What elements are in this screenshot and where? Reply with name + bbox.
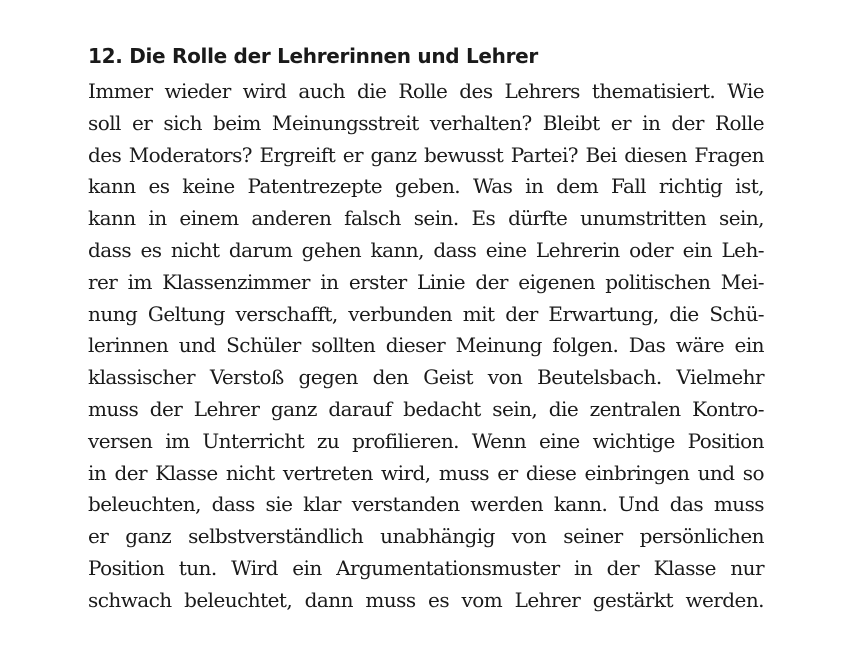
body-line: Position tun. Wird ein Argumentationsmuster in der Klasse nur <box>88 555 764 580</box>
body-line: Immer wieder wird auch die Rolle des Lehrers thematisiert. Wie <box>88 79 764 103</box>
body-line: er ganz selbstverständlich unabhängig von seiner persönlichen <box>88 524 764 549</box>
body-line: kann es keine Patentrezepte geben. Was in dem Fall richtig ist, <box>88 174 764 199</box>
body-line: dass es nicht darum gehen kann, dass eine Lehrerin oder ein Leh- <box>88 237 764 262</box>
body-line: schwach beleuchtet, dann muss es vom Lehrer gestärkt werden. <box>88 587 764 612</box>
body-line: rer im Klassenzimmer in erster Linie der eigenen politischen Mei- <box>88 269 764 294</box>
body-line: soll er sich beim Meinungsstreit verhalten? Bleibt er in der Rolle <box>88 110 764 135</box>
body-line: in der Klasse nicht vertreten wird, muss er diese einbringen und so <box>88 460 764 485</box>
body-line: lerinnen und Schüler sollten dieser Meinung folgen. Das wäre ein <box>88 333 764 358</box>
body-line: klassischer Verstoß gegen den Geist von Beutelsbach. Vielmehr <box>88 365 764 390</box>
body-line: nung Geltung verschafft, verbunden mit der Erwartung, die Schü- <box>88 301 764 326</box>
body-line: kann in einem anderen falsch sein. Es dürfte unumstritten sein, <box>88 206 764 231</box>
body-line: des Moderators? Ergreift er ganz bewusst Partei? Bei diesen Fragen <box>88 142 764 167</box>
body-line: versen im Unterricht zu profilieren. Wenn eine wichtige Position <box>88 428 764 453</box>
section-body <box>88 76 764 617</box>
body-line: muss der Lehrer ganz darauf bedacht sein, die zentralen Kontro- <box>88 396 764 421</box>
body-line: beleuchten, dass sie klar verstanden werden kann. Und das muss <box>88 492 764 517</box>
section-heading: 12. Die Rolle der Lehrerinnen und Lehrer <box>88 44 538 68</box>
